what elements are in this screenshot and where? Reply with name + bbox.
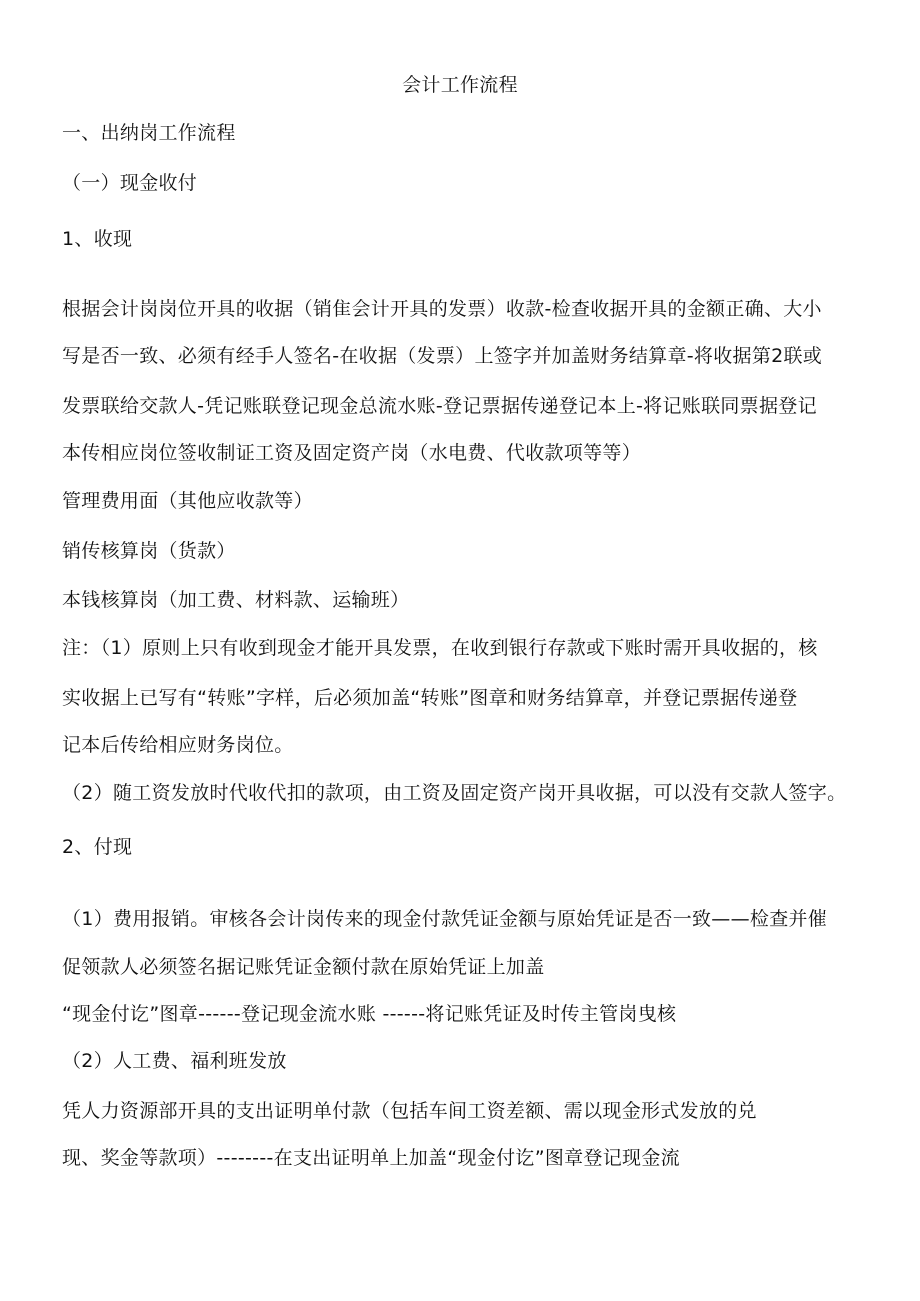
item-heading: 2、付现: [62, 836, 133, 858]
paragraph-line: （2）人工费、福利班发放: [62, 1050, 287, 1072]
note-line: 注：（1）原则上只有收到现金才能开具发票，在收到银行存款或下账时需开具收据的，核: [62, 637, 818, 659]
paragraph-line: 凭人力资源部开具的支出证明单付款（包括车间工资差额、需以现金形式发放的兑: [62, 1100, 757, 1122]
paragraph-line: 写是否一致、必须有经手人签名-在收据（发票）上签字并加盖财务结算章-将收据第2联或: [62, 345, 823, 367]
note-line: （2）随工资发放时代收代扣的款项，由工资及固定资产岗开具收据，可以没有交款人签字。: [62, 782, 847, 804]
paragraph-line: （1）费用报销。审核各会计岗传来的现金付款凭证金额与原始凭证是否一致——检查并催: [62, 908, 828, 930]
subsection-heading: （一）现金收付: [62, 172, 198, 194]
note-line: 实收据上已写有“转账”字样，后必须加盖“转账”图章和财务结算章，并登记票据传递登: [62, 687, 798, 709]
paragraph-line: 现、奖金等款项）--------在支出证明单上加盖“现金付讫”图章登记现金流: [62, 1147, 680, 1169]
paragraph-line: 发票联给交款人-凭记账联登记现金总流水账-登记票据传递登记本上-将记账联同票据登记: [62, 395, 817, 417]
paragraph-line: “现金付讫”图章------登记现金流水账 ------将记账凭证及时传主管岗曳核: [62, 1003, 677, 1025]
text-line: 销传核算岗（货款）: [62, 540, 236, 562]
document-title: 会计工作流程: [402, 74, 518, 96]
text-line: 管理费用面（其他应收款等）: [62, 490, 313, 512]
section-heading: 一、出纳岗工作流程: [62, 122, 236, 144]
text-line: 本钱核算岗（加工费、材料款、运输班）: [62, 589, 410, 611]
note-line: 记本后传给相应财务岗位。: [62, 734, 294, 756]
item-heading: 1、收现: [62, 228, 133, 250]
paragraph-line: 本传相应岗位签收制证工资及固定资产岗（水电费、代收款项等等）: [62, 442, 642, 464]
paragraph-line: 促领款人必须签名据记账凭证金额付款在原始凭证上加盖: [62, 956, 545, 978]
paragraph-line: 根据会计岗岗位开具的收据（销隹会计开具的发票）收款-检查收据开具的金额正确、大小: [62, 298, 822, 320]
